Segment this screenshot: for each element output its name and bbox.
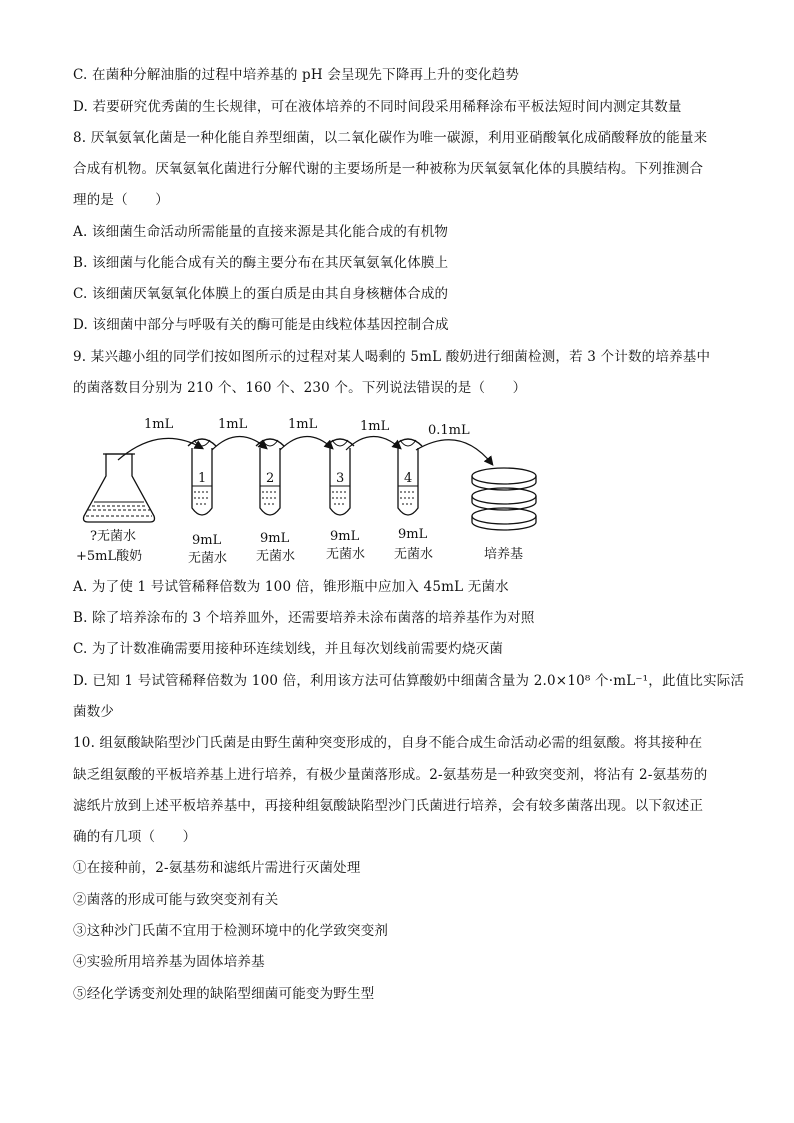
transfer-label-3: 1mL [288,417,318,432]
tube-number-4: 4 [404,471,413,486]
dilution-diagram [70,410,550,570]
conical-flask [84,454,155,522]
transfer-label-5: 0.1mL [428,423,470,438]
option-d-q8: D. 该细菌中部分与呼吸有关的酶可能是由线粒体基因控制合成 [73,317,449,333]
tube-number-3: 3 [336,471,345,486]
tube-number-1: 1 [198,471,207,486]
tube-volume-3: 9mL [330,529,360,544]
option-a-q9: A. 为了使 1 号试管稀释倍数为 100 倍，锥形瓶中应加入 45mL 无菌水 [73,579,509,595]
flask-label-2: +5mL酸奶 [76,549,143,564]
transfer-label-1: 1mL [144,417,174,432]
transfer-arrow-3 [280,436,332,450]
transfer-label-4: 1mL [360,419,390,434]
culture-plates [472,468,536,530]
tube-volume-4: 9mL [398,527,428,542]
statement-2: ②菌落的形成可能与致突变剂有关 [73,892,279,908]
question-8-line-3: 理的是（ ） [73,192,169,208]
transfer-arrow-4 [346,436,400,450]
tube-content-3: 无菌水 [326,547,366,562]
question-10-line-4: 确的有几项（ ） [73,829,197,845]
tube-volume-2: 9mL [260,531,290,546]
tube-number-2: 2 [266,471,275,486]
question-10-line-1: 10. 组氨酸缺陷型沙门氏菌是由野生菌种突变形成的，自身不能合成生命活动必需的组氨酸。将其接种在 [73,735,703,751]
option-c-q7: C. 在菌种分解油脂的过程中培养基的 pH 会呈现先下降再上升的变化趋势 [73,67,520,83]
option-c-q9: C. 为了计数准确需要用接种环连续划线，并且每次划线前需要灼烧灭菌 [73,641,504,657]
tube-volume-1: 9mL [192,533,222,548]
question-9-line-2: 的菌落数目分别为 210 个、160 个、230 个。下列说法错误的是（ ） [73,380,527,396]
plates-label: 培养基 [484,547,524,562]
transfer-arrow-2 [212,436,266,450]
tube-content-4: 无菌水 [394,547,434,562]
statement-4: ④实验所用培养基为固体培养基 [73,954,265,970]
option-a-q8: A. 该细菌生命活动所需能量的直接来源是其化能合成的有机物 [73,224,449,240]
question-9-line-1: 9. 某兴趣小组的同学们按如图所示的过程对某人喝剩的 5mL 酸奶进行细菌检测，若 3 个计数的培养基中 [73,349,711,365]
tube-content-2: 无菌水 [256,549,296,564]
question-8-line-1: 8. 厌氧氨氧化菌是一种化能自养型细菌，以二氧化碳作为唯一碳源，利用亚硝酸氧化成硝酸释放的能量来 [73,130,708,146]
transfer-label-2: 1mL [218,417,248,432]
transfer-arrow-5 [416,440,492,464]
option-d-q9-line-2: 菌数少 [73,704,115,720]
statement-1: ①在接种前，2-氨基芴和滤纸片需进行灭菌处理 [73,860,361,876]
tube-content-1: 无菌水 [188,551,228,566]
statement-5: ⑤经化学诱变剂处理的缺陷型细菌可能变为野生型 [73,986,375,1002]
question-10-line-2: 缺乏组氨酸的平板培养基上进行培养，有极少量菌落形成。2-氨基芴是一种致突变剂，将沾有 2-氨基芴的 [73,767,708,783]
option-b-q8: B. 该细菌与化能合成有关的酶主要分布在其厌氧氨氧化体膜上 [73,255,449,271]
option-b-q9: B. 除了培养涂布的 3 个培养皿外，还需要培养未涂布菌落的培养基作为对照 [73,610,535,626]
question-8-line-2: 合成有机物。厌氧氨氧化菌进行分解代谢的主要场所是一种被称为厌氧氨氧化体的具膜结构。下列推测合 [73,161,704,177]
option-c-q8: C. 该细菌厌氧氨氧化体膜上的蛋白质是由其自身核糖体合成的 [73,286,449,302]
transfer-arrow-1 [118,438,202,460]
option-d-q9-line-1: D. 已知 1 号试管稀释倍数为 100 倍，利用该方法可估算酸奶中细菌含量为 2.0×10⁸ 个·mL⁻¹，此值比实际活 [73,673,745,689]
statement-3: ③这种沙门氏菌不宜用于检测环境中的化学致突变剂 [73,923,389,939]
flask-label-1: ?无菌水 [90,529,136,544]
option-d-q7: D. 若要研究优秀菌的生长规律，可在液体培养的不同时间段采用稀释涂布平板法短时间内测定其数量 [73,99,682,115]
question-10-line-3: 滤纸片放到上述平板培养基中，再接种组氨酸缺陷型沙门氏菌进行培养，会有较多菌落出现。以下叙述正 [73,798,704,814]
